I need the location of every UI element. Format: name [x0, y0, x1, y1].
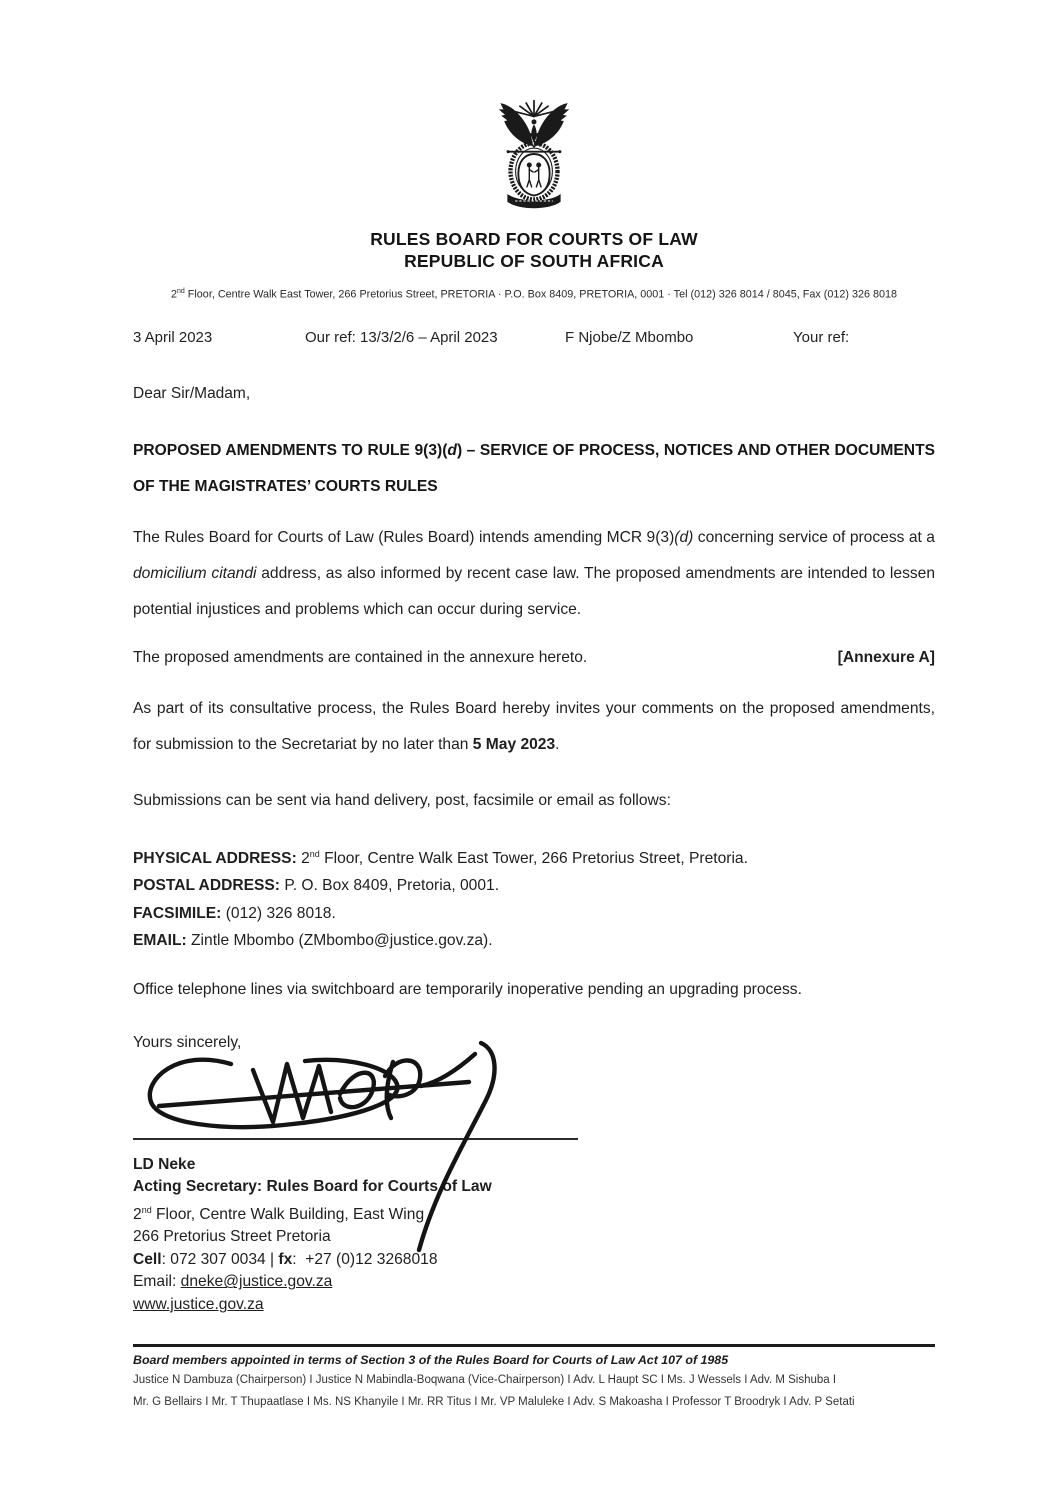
- signer-email-link[interactable]: dneke@justice.gov.za: [180, 1273, 333, 1291]
- footer: [133, 1344, 935, 1413]
- annexure-tag: [Annexure A]: [837, 648, 935, 666]
- signature-line: [133, 1138, 578, 1140]
- para-office-note: Office telephone lines via switchboard are temporarily inoperative pending an upgrading process.: [133, 980, 802, 998]
- signer-name: LD Neke: [133, 1155, 196, 1173]
- closing: Yours sincerely,: [133, 1033, 242, 1051]
- contact-block: [133, 841, 935, 955]
- coat-of-arms-icon: [487, 88, 581, 220]
- letter-date: 3 April 2023: [133, 328, 213, 346]
- drafters: F Njobe/Z Mbombo: [565, 328, 694, 346]
- contact-email: EMAIL: Zintle Mbombo (ZMbombo@justice.gov.za).: [133, 932, 493, 950]
- footer-heading: Board members appointed in terms of Section 3 of the Rules Board for Courts of Law Act 107 of 1985: [133, 1353, 729, 1368]
- website-link[interactable]: www.justice.gov.za: [133, 1295, 264, 1313]
- para-annexure: [133, 640, 935, 676]
- org-name: RULES BOARD FOR COURTS OF LAW: [370, 229, 698, 249]
- signer-cell-line: Cell: 072 307 0034 | fx: +27 (0)12 3268018: [133, 1250, 438, 1268]
- footer-members-line1: Justice N Dambuza (Chairperson) I Justice N Mabindla-Boqwana (Vice-Chairperson) I Adv. L Haupt SC I Ms. J Wessels I Adv. M Sishuba I: [133, 1374, 837, 1387]
- para-submissions: Submissions can be sent via hand delivery, post, facsimile or email as follows:: [133, 791, 671, 809]
- signature-area: [133, 1054, 935, 1140]
- footer-members-line2: Mr. G Bellairs I Mr. T Thupaatlase I Ms. NS Khanyile I Mr. RR Titus I Mr. VP Maluleke I Adv. S Makoasha I Professor T Broodryk I Adv. P Setati: [133, 1395, 855, 1408]
- signer-block: [133, 1154, 935, 1317]
- emblem-container: [133, 0, 935, 220]
- annexure-text: The proposed amendments are contained in the annexure hereto.: [133, 648, 588, 666]
- subject-heading: PROPOSED AMENDMENTS TO RULE 9(3)(d) – SERVICE OF PROCESS, NOTICES AND OTHER DOCUMENTS OF THE MAGISTRATES’ COURTS RULES: [133, 441, 935, 495]
- reference-line: [133, 329, 935, 349]
- signer-title: Acting Secretary: Rules Board for Courts of Law: [133, 1178, 492, 1196]
- para-intro: The Rules Board for Courts of Law (Rules Board) intends amending MCR 9(3)(d) concerning service of process at a domicilium citandi address, as also informed by recent case law. The proposed amendments are intended to lessen potential injustices and problems which can occur during service.: [133, 528, 936, 618]
- signer-website-line: [133, 1294, 935, 1317]
- para-consult: As part of its consultative process, the Rules Board hereby invites your comments on the proposed amendments, for submission to the Secretariat by no later than 5 May 2023.: [133, 699, 935, 753]
- deadline-date: 5 May 2023: [472, 735, 556, 753]
- contact-facsimile: FACSIMILE: (012) 326 8018.: [133, 904, 336, 922]
- salutation: Dear Sir/Madam,: [133, 384, 251, 402]
- header-address: 2nd Floor, Centre Walk East Tower, 266 Pretorius Street, PRETORIA · P.O. Box 8409, PRETORIA, 0001 · Tel (012) 326 8014 / 8045, Fax (012) 326 8018: [171, 288, 897, 301]
- your-ref: Your ref:: [793, 328, 850, 346]
- signer-address-floor: 2nd Floor, Centre Walk Building, East Wing: [133, 1204, 425, 1223]
- contact-postal: POSTAL ADDRESS: P. O. Box 8409, Pretoria, 0001.: [133, 877, 500, 895]
- country-name: REPUBLIC OF SOUTH AFRICA: [404, 251, 664, 271]
- signer-email-line: Email: dneke@justice.gov.za: [133, 1273, 333, 1291]
- our-ref: Our ref: 13/3/2/6 – April 2023: [305, 328, 498, 346]
- signer-address-street: 266 Pretorius Street Pretoria: [133, 1228, 331, 1246]
- contact-physical: PHYSICAL ADDRESS: 2nd Floor, Centre Walk East Tower, 266 Pretorius Street, Pretoria.: [133, 848, 748, 867]
